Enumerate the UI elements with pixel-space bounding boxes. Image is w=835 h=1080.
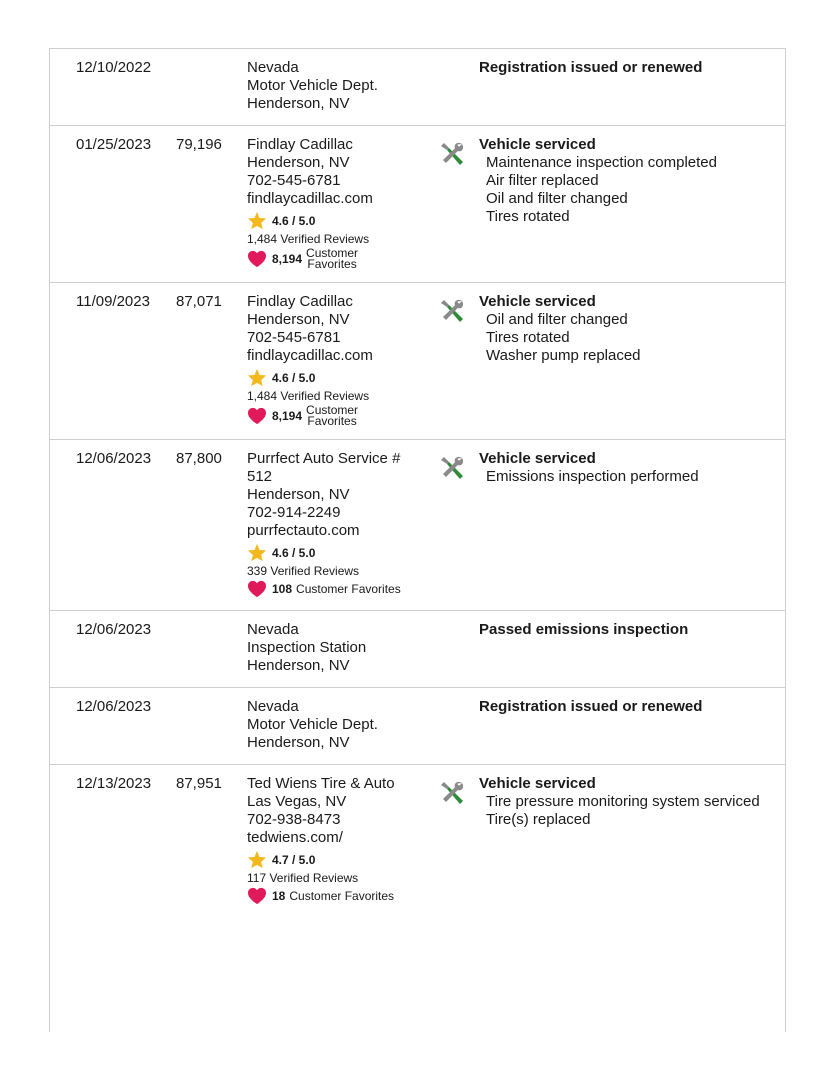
history-record-row [50,48,785,125]
favorites-label: Customer Favorites [289,889,395,903]
record-event-title: Vehicle serviced [479,293,596,310]
verified-reviews-link[interactable]: 1,484 Verified Reviews [247,389,370,403]
source-line: 702-938-8473 [247,811,341,828]
service-icon-cell [438,779,466,807]
rating-value: 4.6 / 5.0 [272,370,316,385]
record-detail: Emissions inspection performed [486,468,699,485]
customer-favorites [247,580,437,598]
service-icon-cell [438,140,466,168]
source-line: Motor Vehicle Dept. [247,716,378,733]
record-comments [479,59,779,77]
record-comments [479,293,779,365]
source-line: Henderson, NV [247,734,350,751]
favorites-label: Favorites [307,257,357,271]
source-rating [247,543,437,562]
heart-icon [247,887,267,905]
record-event-title: Passed emissions inspection [479,621,689,638]
rating-value: 4.6 / 5.0 [272,213,316,228]
service-wrench-icon [438,140,466,168]
record-comments [479,450,779,486]
record-source [247,698,437,752]
record-detail: Maintenance inspection completed [486,154,717,171]
star-icon [247,368,267,387]
record-detail: Air filter replaced [486,172,599,189]
record-source [247,775,437,905]
favorites-label: Customer [306,246,359,260]
record-event-title: Vehicle serviced [479,775,596,792]
history-record-row [50,282,785,439]
star-icon [247,543,267,562]
verified-reviews-link[interactable]: 1,484 Verified Reviews [247,232,370,246]
source-line: Inspection Station [247,639,367,656]
record-comments [479,698,779,716]
star-icon [247,211,267,230]
vehicle-history-table [50,48,785,917]
customer-favorites [247,248,437,270]
record-date: 12/10/2022 [76,59,152,76]
rating-value: 4.7 / 5.0 [272,852,316,867]
source-line: 702-545-6781 [247,172,341,189]
source-website-link[interactable]: tedwiens.com/ [247,829,343,846]
source-line: Purrfect Auto Service # [247,450,401,467]
source-line: Nevada [247,698,299,715]
customer-favorites [247,405,437,427]
source-line: Findlay Cadillac [247,136,353,153]
record-event-title: Registration issued or renewed [479,59,703,76]
source-line: Henderson, NV [247,95,350,112]
service-wrench-icon [438,454,466,482]
source-line: Motor Vehicle Dept. [247,77,378,94]
heart-icon [247,580,267,598]
source-line: Nevada [247,621,299,638]
record-mileage: 87,951 [176,775,222,792]
record-detail: Washer pump replaced [486,347,641,364]
record-detail: Tire(s) replaced [486,811,591,828]
source-rating [247,850,437,869]
service-wrench-icon [438,779,466,807]
record-detail: Tires rotated [486,208,570,225]
record-mileage: 87,800 [176,450,222,467]
source-line: Findlay Cadillac [247,293,353,310]
history-record-row [50,687,785,764]
record-comments [479,775,779,829]
table-right-border [785,48,786,1032]
source-line: Henderson, NV [247,486,350,503]
record-date: 12/13/2023 [76,775,152,792]
favorites-label: Customer Favorites [296,582,401,596]
service-wrench-icon [438,297,466,325]
source-line: 512 [247,468,273,485]
source-line: 702-914-2249 [247,504,341,521]
source-website-link[interactable]: purrfectauto.com [247,522,360,539]
source-website-link[interactable]: findlaycadillac.com [247,347,373,364]
source-line: Henderson, NV [247,657,350,674]
record-source [247,293,437,427]
star-icon [247,850,267,869]
favorites-count: 8,194 [272,409,303,423]
record-comments [479,621,779,639]
favorites-label: Favorites [307,414,357,428]
source-line: Nevada [247,59,299,76]
record-detail: Oil and filter changed [486,190,628,207]
source-line: 702-545-6781 [247,329,341,346]
record-detail: Oil and filter changed [486,311,628,328]
heart-icon [247,407,267,425]
history-record-row [50,125,785,282]
record-date: 12/06/2023 [76,621,152,638]
history-record-row [50,764,785,917]
source-line: Las Vegas, NV [247,793,347,810]
record-source [247,621,437,675]
source-line: Henderson, NV [247,154,350,171]
record-source [247,450,437,598]
favorites-count: 18 [272,889,286,903]
record-mileage: 87,071 [176,293,222,310]
rating-value: 4.6 / 5.0 [272,545,316,560]
record-event-title: Registration issued or renewed [479,698,703,715]
record-date: 12/06/2023 [76,450,152,467]
record-mileage: 79,196 [176,136,222,153]
customer-favorites [247,887,437,905]
service-icon-cell [438,297,466,325]
record-comments [479,136,779,226]
verified-reviews-link[interactable]: 339 Verified Reviews [247,564,360,578]
source-website-link[interactable]: findlaycadillac.com [247,190,373,207]
source-rating [247,211,437,230]
source-rating [247,368,437,387]
favorites-count: 8,194 [272,252,303,266]
favorites-count: 108 [272,582,293,596]
service-icon-cell [438,454,466,482]
history-record-row [50,439,785,610]
verified-reviews-link[interactable]: 117 Verified Reviews [247,871,359,885]
record-detail: Tires rotated [486,329,570,346]
history-record-row [50,610,785,687]
heart-icon [247,250,267,268]
record-date: 01/25/2023 [76,136,152,153]
record-source [247,59,437,113]
favorites-label: Customer [306,403,359,417]
source-line: Ted Wiens Tire & Auto [247,775,395,792]
record-event-title: Vehicle serviced [479,450,596,467]
record-detail: Tire pressure monitoring system serviced [486,793,760,810]
record-source [247,136,437,270]
record-event-title: Vehicle serviced [479,136,596,153]
record-date: 12/06/2023 [76,698,152,715]
source-line: Henderson, NV [247,311,350,328]
record-date: 11/09/2023 [76,293,150,310]
